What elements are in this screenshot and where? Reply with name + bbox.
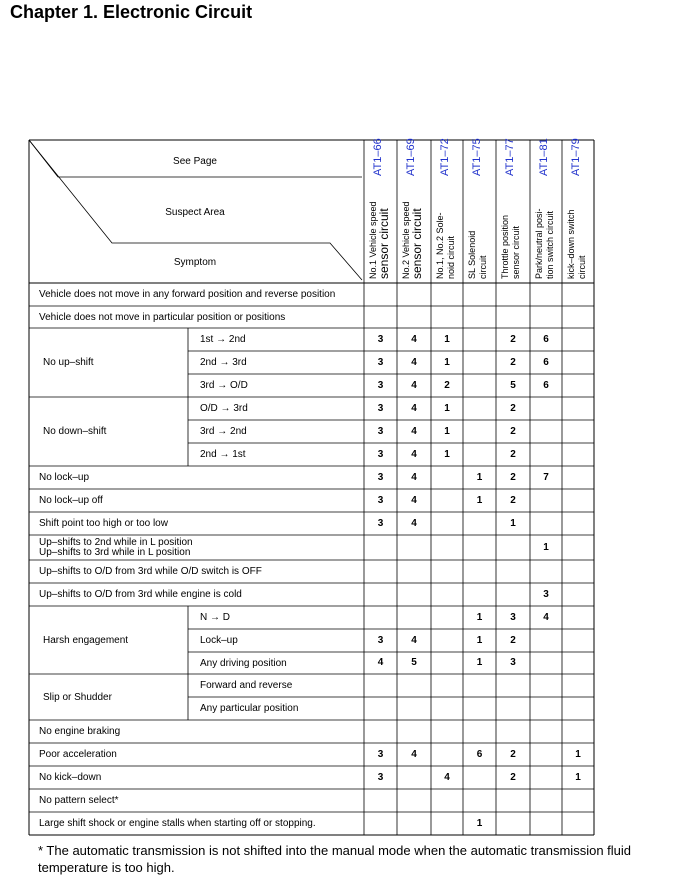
priority-number: 3	[510, 657, 516, 668]
symptom-label: Up–shifts to 2nd while in L position Up–shifts to 3rd while in L position	[39, 536, 193, 558]
column-suspect-label: sensor circuit	[377, 208, 391, 279]
symptom-label: No pattern select*	[39, 795, 119, 806]
symptom-sub-label: 3rd → 2nd	[200, 426, 247, 437]
priority-number: 2	[510, 494, 516, 506]
priority-number: 3	[377, 634, 384, 646]
priority-number: 1	[476, 634, 483, 646]
column-suspect-label: No.1 Vehicle speed	[368, 201, 378, 279]
priority-number: 4	[411, 471, 417, 483]
symptom-sub-label: 2nd → 3rd	[200, 357, 247, 368]
column-suspect-label: circuit	[577, 255, 587, 279]
column-page-ref: AT1–75	[471, 138, 483, 176]
column-suspect-label: Throttle position	[500, 214, 510, 279]
symptom-label: Up–shifts to O/D from 3rd while O/D switch is OFF	[39, 566, 262, 577]
symptom-sub-label: N → D	[200, 612, 230, 623]
column-suspect-label: sensor circuit	[511, 225, 521, 279]
symptom-label: Poor acceleration	[39, 749, 117, 760]
priority-number: 1	[444, 333, 450, 345]
symptom-label: Slip or Shudder	[43, 691, 112, 703]
priority-number: 4	[411, 379, 417, 391]
column-suspect-label: No.2 Vehicle speed	[401, 201, 411, 279]
priority-number: 1	[476, 471, 483, 483]
priority-number: 4	[411, 494, 417, 506]
priority-number: 1	[575, 771, 581, 783]
priority-number: 4	[411, 333, 417, 345]
priority-number: 6	[543, 333, 549, 345]
column-suspect-label: noid circuit	[446, 235, 456, 279]
symptom-sub-label: O/D → 3rd	[200, 403, 248, 414]
priority-number: 3	[377, 494, 384, 506]
symptom-sub-label: Any driving position	[200, 657, 287, 669]
priority-number: 2	[510, 448, 516, 460]
column-page-ref: AT1–66	[372, 138, 384, 176]
priority-number: 3	[377, 448, 384, 460]
symptom-label: No up–shift	[43, 357, 94, 368]
column-suspect-label: kick–down switch	[566, 209, 576, 279]
priority-number: 1	[476, 611, 483, 623]
priority-number: 4	[411, 356, 417, 368]
symptom-sub-label: 2nd → 1st	[200, 449, 246, 460]
symptom-label: Shift point too high or too low	[39, 518, 168, 529]
priority-number: 6	[543, 356, 549, 368]
priority-number: 4	[411, 402, 417, 414]
symptom-sub-label: Lock–up	[200, 635, 238, 646]
priority-number: 1	[476, 657, 483, 668]
column-suspect-label: No.1, No.2 Sole-	[435, 212, 445, 279]
priority-number: 3	[377, 425, 384, 437]
priority-number: 2	[510, 471, 516, 483]
column-suspect-label: tion switch circuit	[545, 210, 555, 279]
priority-number: 1	[476, 494, 483, 506]
priority-number: 4	[444, 771, 450, 783]
priority-number: 4	[411, 748, 417, 760]
priority-number: 3	[377, 333, 384, 345]
priority-number: 3	[510, 611, 516, 623]
symptom-label: Vehicle does not move in any forward position and reverse position	[39, 289, 336, 300]
priority-number: 3	[377, 356, 384, 368]
priority-number: 7	[543, 471, 549, 483]
priority-number: 6	[476, 748, 483, 760]
column-suspect-label: circuit	[478, 255, 488, 279]
priority-number: 4	[377, 657, 384, 668]
priority-number: 6	[543, 379, 549, 391]
column-suspect-label: SL Solenoid	[467, 230, 477, 279]
column-page-ref: AT1–81	[538, 138, 550, 176]
priority-number: 3	[543, 588, 549, 600]
column-suspect-label: Park/neutral posi-	[534, 208, 544, 279]
column-page-ref: AT1–69	[405, 138, 417, 176]
priority-number: 4	[411, 517, 417, 529]
see-page-header: See Page	[173, 156, 217, 167]
symptom-header: Symptom	[173, 257, 217, 268]
priority-number: 3	[377, 748, 384, 760]
priority-number: 5	[510, 379, 516, 391]
symptom-sub-label: 3rd → O/D	[200, 380, 248, 391]
priority-number: 3	[377, 771, 384, 783]
symptom-sub-label: Forward and reverse	[200, 680, 293, 691]
symptom-label: No kick–down	[39, 772, 102, 783]
priority-number: 4	[543, 611, 549, 623]
column-suspect-label: sensor circuit	[410, 208, 424, 279]
symptom-label: Vehicle does not move in particular position or positions	[39, 311, 286, 323]
priority-number: 5	[411, 657, 417, 668]
column-page-ref: AT1–72	[439, 138, 451, 176]
priority-number: 1	[444, 425, 450, 437]
priority-number: 1	[575, 748, 581, 760]
priority-number: 2	[510, 771, 516, 783]
column-page-ref: AT1–77	[504, 138, 516, 176]
priority-number: 2	[510, 402, 516, 414]
footnote: * The automatic transmission is not shifted into the manual mode when the automatic transmission fluid temperature is too high.	[38, 843, 632, 875]
priority-number: 3	[377, 402, 384, 414]
priority-number: 4	[411, 425, 417, 437]
symptom-label: Harsh engagement	[43, 634, 129, 646]
priority-number: 1	[444, 448, 450, 460]
priority-number: 2	[510, 333, 516, 345]
priority-number: 2	[510, 634, 516, 646]
priority-number: 4	[411, 448, 417, 460]
suspect-area-header: Suspect Area	[165, 207, 225, 218]
priority-number: 1	[476, 817, 483, 829]
priority-number: 2	[444, 379, 450, 391]
priority-number: 1	[510, 517, 516, 529]
priority-number: 4	[411, 634, 417, 646]
priority-number: 1	[543, 541, 549, 553]
symptom-sub-label: Any particular position	[200, 703, 299, 714]
priority-number: 1	[444, 356, 450, 368]
symptom-label: Up–shifts to O/D from 3rd while engine is cold	[39, 589, 242, 600]
symptom-label: No lock–up	[39, 472, 90, 483]
priority-number: 2	[510, 425, 516, 437]
chapter-title: Chapter 1. Electronic Circuit	[10, 2, 253, 22]
symptom-label: No lock–up off	[39, 495, 103, 506]
priority-number: 3	[377, 379, 384, 391]
priority-number: 2	[510, 356, 516, 368]
symptom-label: Large shift shock or engine stalls when starting off or stopping.	[39, 818, 316, 829]
symptom-label: No engine braking	[39, 726, 121, 737]
priority-number: 1	[444, 402, 450, 414]
priority-number: 2	[510, 748, 516, 760]
symptom-sub-label: 1st → 2nd	[200, 334, 246, 345]
column-page-ref: AT1–79	[570, 138, 582, 176]
priority-number: 3	[377, 471, 384, 483]
symptom-label: No down–shift	[43, 426, 107, 437]
priority-number: 3	[377, 517, 384, 529]
